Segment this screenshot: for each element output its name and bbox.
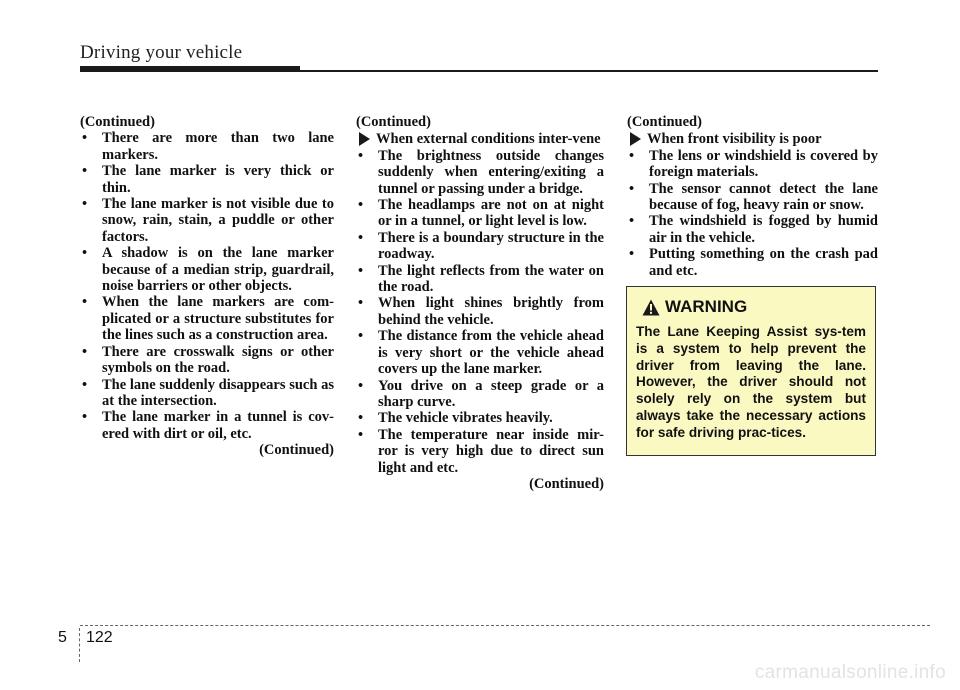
bullet-list bbox=[356, 148, 604, 476]
subheading-text: When front visibility is poor bbox=[647, 131, 822, 148]
header-rule-thick bbox=[80, 66, 300, 72]
footer-divider bbox=[79, 628, 80, 662]
list-item: • The lane suddenly disappears such as at the intersection. bbox=[80, 377, 334, 410]
warning-triangle-icon bbox=[642, 299, 660, 316]
subheading bbox=[356, 131, 604, 147]
list-item: • There are more than two lane markers. bbox=[80, 130, 334, 163]
list-item: • The lane marker is not visible due to snow, rain, stain, a puddle or other factors. bbox=[80, 196, 334, 245]
triangle-bullet-icon bbox=[359, 132, 370, 146]
chapter-number: 5 bbox=[58, 629, 67, 646]
warning-box bbox=[626, 286, 876, 456]
list-item: • The vehicle vibrates heavily. bbox=[356, 410, 604, 426]
warning-header bbox=[636, 297, 866, 317]
list-item: • The lane marker is very thick or thin. bbox=[80, 163, 334, 196]
subheading bbox=[627, 131, 878, 147]
list-item: • The lane marker in a tunnel is cov-ered with dirt or oil, etc. bbox=[80, 409, 334, 442]
list-item: • There are crosswalk signs or other symbols on the road. bbox=[80, 344, 334, 377]
column-2 bbox=[356, 114, 604, 492]
page-header-title: Driving your vehicle bbox=[80, 42, 243, 63]
list-item: • The temperature near inside mir-ror is very high due to direct sun light and etc. bbox=[356, 427, 604, 476]
bullet-list bbox=[80, 130, 334, 442]
continued-label: (Continued) bbox=[356, 114, 431, 130]
continued-label-end: (Continued) bbox=[259, 442, 334, 459]
continued-label-end: (Continued) bbox=[529, 475, 604, 492]
list-item: • There is a boundary structure in the roadway. bbox=[356, 230, 604, 263]
bullet-list bbox=[627, 148, 878, 279]
list-item: • The light reflects from the water on the road. bbox=[356, 263, 604, 296]
column-1 bbox=[80, 114, 334, 459]
list-item: • The lens or windshield is covered by foreign materials. bbox=[627, 148, 878, 181]
page-number: 122 bbox=[86, 629, 113, 646]
subheading-text: When external conditions inter-vene bbox=[376, 131, 601, 148]
list-item: • The windshield is fogged by humid air in the vehicle. bbox=[627, 213, 878, 246]
footer-rule bbox=[80, 625, 930, 626]
list-item: • When light shines brightly from behind the vehicle. bbox=[356, 295, 604, 328]
list-item: • The brightness outside changes suddenly when entering/exiting a tunnel or passing under a bridge. bbox=[356, 148, 604, 197]
continued-label: (Continued) bbox=[627, 114, 702, 130]
continued-label: (Continued) bbox=[80, 114, 155, 130]
triangle-bullet-icon bbox=[630, 132, 641, 146]
list-item: • When the lane markers are com-plicated or a structure substitutes for the lines such as a construction area. bbox=[80, 294, 334, 343]
list-item: • A shadow is on the lane marker because of a median strip, guardrail, noise barriers or other objects. bbox=[80, 245, 334, 294]
header-rule-thin bbox=[300, 70, 878, 72]
list-item: • The headlamps are not on at night or in a tunnel, or light level is low. bbox=[356, 197, 604, 230]
list-item: • The distance from the vehicle ahead is very short or the vehicle ahead covers up the lane marker. bbox=[356, 328, 604, 377]
list-item: • Putting something on the crash pad and etc. bbox=[627, 246, 878, 279]
list-item: • You drive on a steep grade or a sharp curve. bbox=[356, 378, 604, 411]
column-3 bbox=[627, 114, 878, 279]
watermark: carmanualsonline.info bbox=[754, 662, 946, 683]
list-item: • The sensor cannot detect the lane because of fog, heavy rain or snow. bbox=[627, 181, 878, 214]
warning-text: The Lane Keeping Assist sys-tem is a system to help prevent the driver from leaving the lane. However, the driver should not solely rely on the system but always take the necessary actions for safe driving prac-tices. bbox=[636, 324, 866, 440]
warning-title: WARNING bbox=[665, 297, 748, 316]
